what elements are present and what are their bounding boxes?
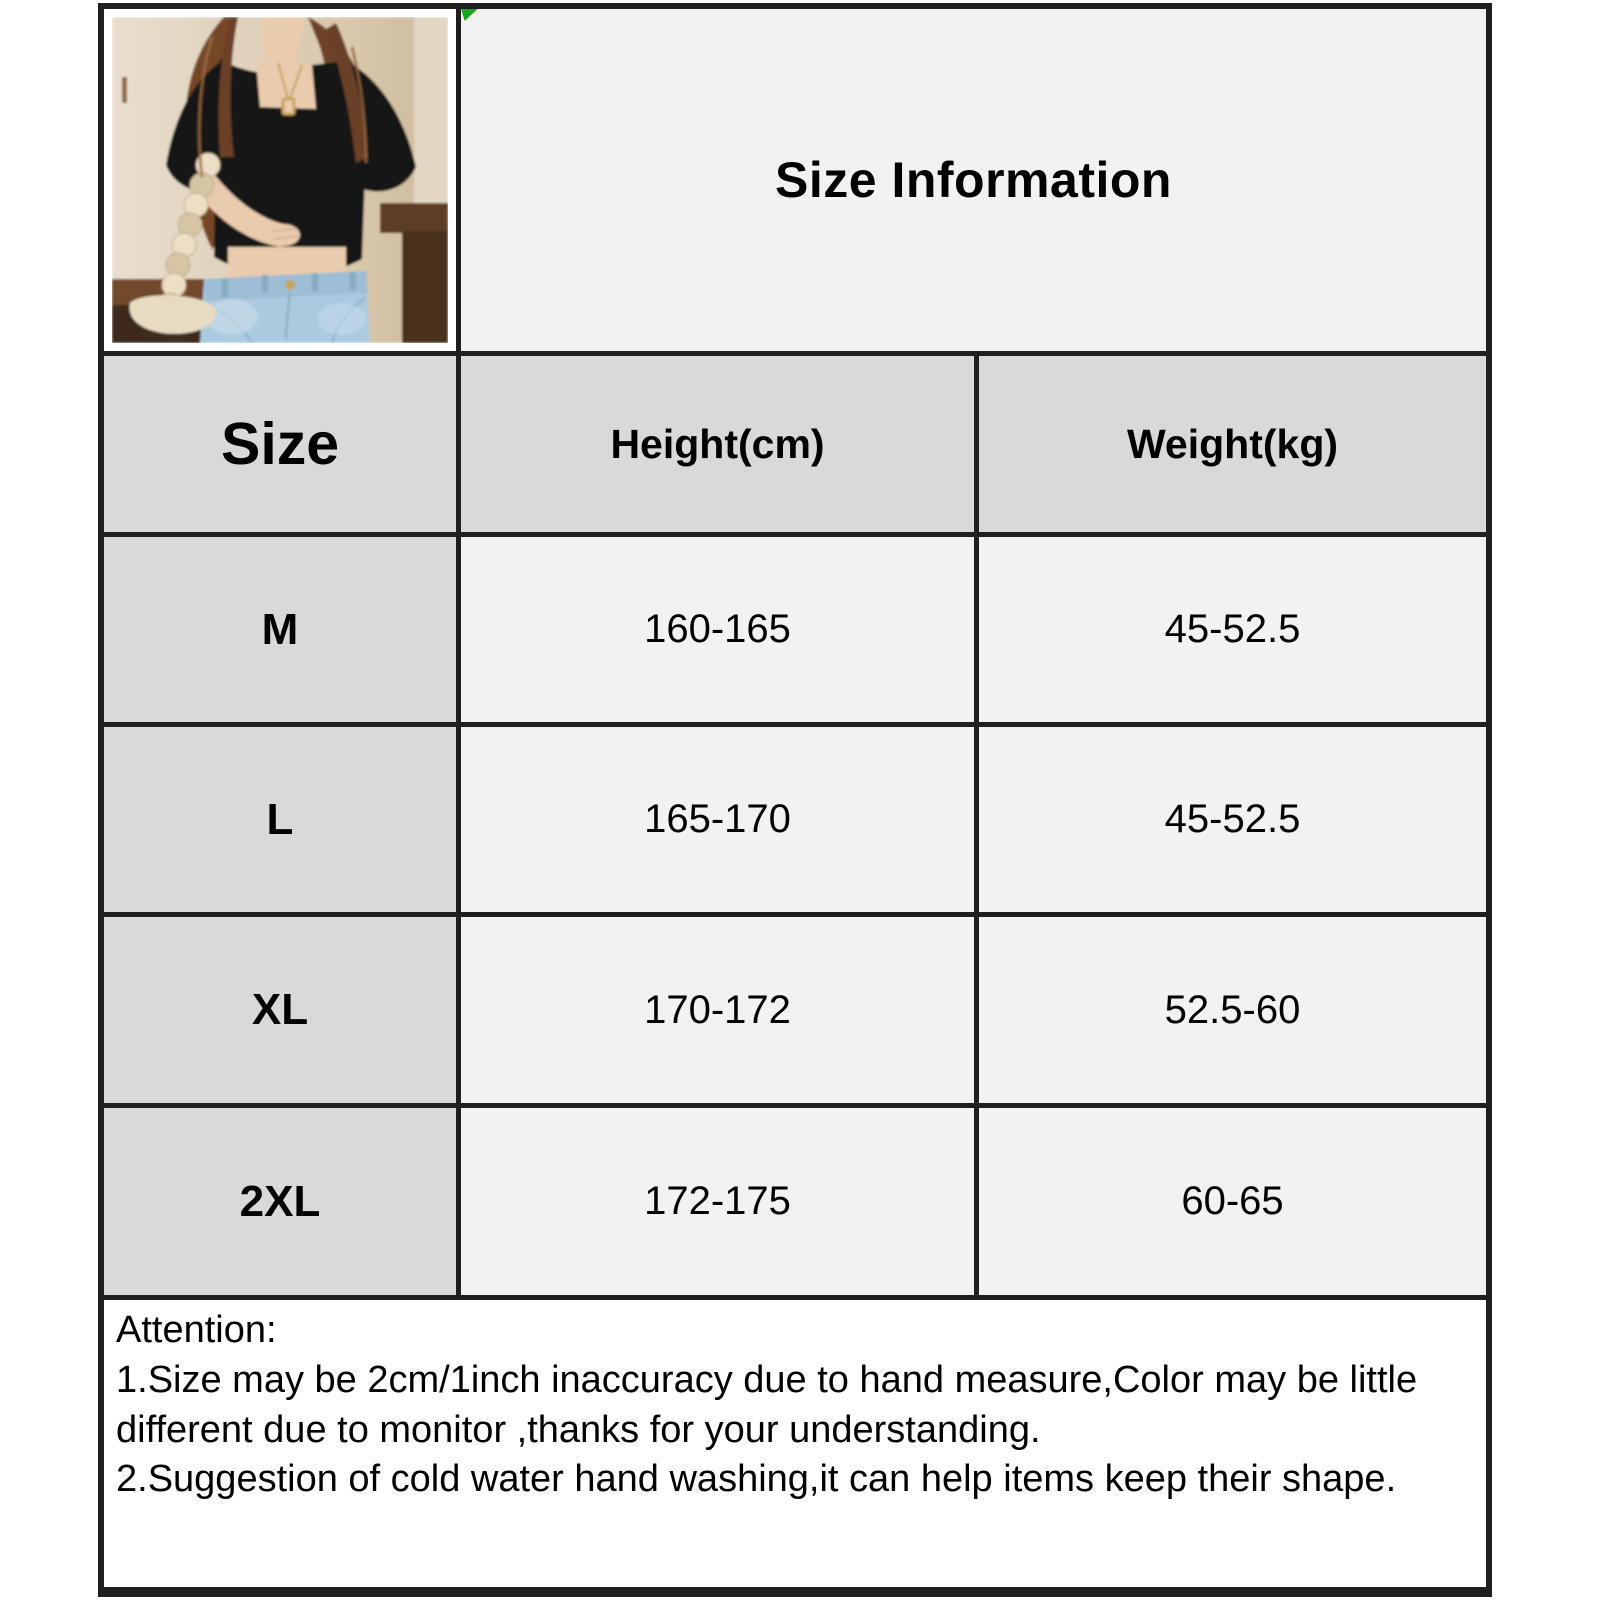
- size-chart-table: [98, 3, 1492, 1597]
- weight-value-m: 45-52.5: [979, 537, 1486, 722]
- column-header-size: Size: [104, 356, 456, 532]
- weight-value-xl: 52.5-60: [979, 917, 1486, 1103]
- weight-value-2xl: 60-65: [979, 1108, 1486, 1295]
- product-photo: [112, 17, 448, 343]
- height-value-l: 165-170: [461, 727, 974, 912]
- column-header-weight: Weight(kg): [979, 356, 1486, 532]
- attention-note-1: 1.Size may be 2cm/1inch inaccuracy due to hand measure,Color may be little different due to monitor ,thanks for your understanding.: [116, 1358, 1418, 1451]
- row-label-2xl: 2XL: [104, 1108, 456, 1295]
- row-label-l: L: [104, 727, 456, 912]
- attention-heading: Attention:: [116, 1309, 277, 1351]
- attention-note-2: 2.Suggestion of cold water hand washing,it can help items keep their shape.: [116, 1458, 1397, 1501]
- page-title: Size Information: [775, 152, 1172, 208]
- weight-value-l: 45-52.5: [979, 727, 1486, 912]
- row-label-m: M: [104, 537, 456, 722]
- attention-note: [104, 1300, 1486, 1587]
- product-photo-cell: [104, 9, 456, 351]
- height-value-2xl: 172-175: [461, 1108, 974, 1295]
- cell-flag-triangle-icon: [461, 9, 485, 21]
- height-value-m: 160-165: [461, 537, 974, 722]
- row-label-xl: XL: [104, 917, 456, 1103]
- title-cell: [461, 9, 1486, 351]
- height-value-xl: 170-172: [461, 917, 974, 1103]
- column-header-height: Height(cm): [461, 356, 974, 532]
